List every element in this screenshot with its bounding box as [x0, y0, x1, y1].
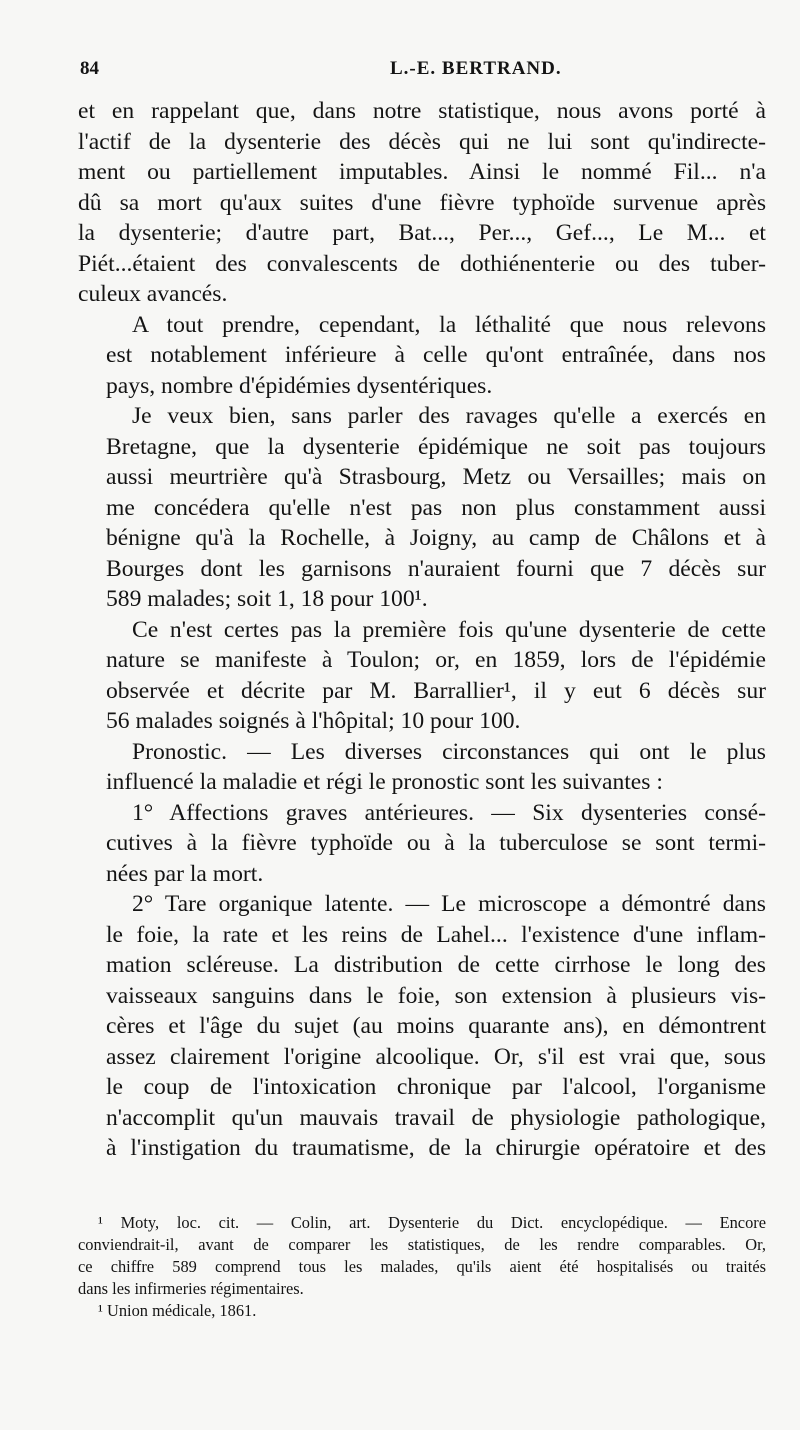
paragraph-pronostic — [78, 737, 766, 798]
page-number: 84 — [80, 58, 99, 79]
text-line: bénigne qu'à la Rochelle, à Joigny, au camp de Châlons et à — [106, 525, 766, 551]
text-line: Je veux bien, sans parler des ravages qu'elle a exercés en — [132, 403, 766, 429]
text-line: 589 malades; soit 1, 18 pour 100¹. — [106, 586, 428, 612]
text-line: nées par la mort. — [106, 860, 264, 887]
text-line: vaisseaux sanguins dans le foie, son extension à plusieurs vis- — [106, 982, 766, 1009]
running-head-author: L.-E. BERTRAND. — [390, 58, 562, 79]
footnote-line: conviendrait-il, avant de comparer les statistiques, de les rendre comparables. Or, — [78, 1235, 766, 1254]
text-line: A tout prendre, cependant, la léthalité que nous relevons — [132, 311, 766, 338]
text-line: cères et l'âge du sujet (au moins quarante ans), en démontrent — [106, 1013, 766, 1039]
text-line: assez clairement l'origine alcoolique. Or, s'il est vrai que, sous — [106, 1043, 766, 1070]
text-line: mation scléreuse. La distribution de cette cirrhose le long des — [106, 952, 766, 978]
text-line: influencé la maladie et régi le pronostic sont les suivantes : — [106, 769, 663, 795]
paragraph-1 — [78, 96, 766, 310]
body-text — [78, 96, 766, 1164]
footnote-line: dans les infirmeries régimentaires. — [78, 1279, 304, 1298]
text-line: Ce n'est certes pas la première fois qu'une dysenterie de cette — [132, 616, 766, 643]
text-line: à l'instigation du traumatisme, de la chirurgie opératoire et des — [106, 1135, 766, 1161]
paragraph-2 — [78, 310, 766, 402]
paragraph-4 — [78, 615, 766, 737]
text-line: Piét...étaient des convalescents de dothiénenterie ou des tuber- — [78, 250, 766, 277]
text-line: est notablement inférieure à celle qu'ont entraînée, dans nos — [106, 342, 766, 368]
footnote-line: ¹ Moty, loc. cit. — Colin, art. Dysenterie du Dict. encyclopédique. — Encore — [98, 1213, 766, 1232]
text-line: ment ou partiellement imputables. Ainsi le nommé Fil... n'a — [78, 159, 766, 185]
text-line: 2° Tare organique latente. — Le microscope a démontré dans — [132, 891, 766, 917]
text-line: Pronostic. — Les diverses circonstances qui ont le plus — [132, 738, 766, 765]
text-line: culeux avancés. — [78, 281, 228, 307]
footnote-line: ce chiffre 589 comprend tous les malades, qu'ils aient été hospitalisés ou traités — [78, 1257, 766, 1276]
footnote-2 — [78, 1300, 766, 1322]
paragraph-3 — [78, 401, 766, 615]
text-line: cutives à la fièvre typhoïde ou à la tuberculose se sont termi- — [106, 830, 766, 856]
text-line: dû sa mort qu'aux suites d'une fièvre typhoïde survenue après — [78, 189, 766, 216]
footnote-line: ¹ Union médicale, 1861. — [98, 1301, 257, 1320]
text-line: le coup de l'intoxication chronique par l'alcool, l'organisme — [106, 1074, 766, 1100]
text-line: l'actif de la dysenterie des décès qui ne lui sont qu'indirecte- — [78, 128, 766, 155]
text-line: Bretagne, que la dysenterie épidémique ne soit pas toujours — [106, 433, 766, 460]
text-line: n'accomplit qu'un mauvais travail de physiologie pathologique, — [106, 1104, 766, 1131]
running-header — [80, 58, 764, 88]
footnotes — [78, 1212, 766, 1322]
text-line: 56 malades soignés à l'hôpital; 10 pour 100. — [106, 708, 521, 734]
footnote-1 — [78, 1212, 766, 1300]
text-line: me concédera qu'elle n'est pas non plus constamment aussi — [106, 494, 766, 521]
text-line: Bourges dont les garnisons n'auraient fourni que 7 décès sur — [106, 555, 766, 582]
text-line: pays, nombre d'épidémies dysentériques. — [106, 372, 493, 399]
text-line: le foie, la rate et les reins de Lahel... l'existence d'une inflam- — [106, 921, 766, 948]
paragraph-tare — [78, 889, 766, 1164]
text-line: aussi meurtrière qu'à Strasbourg, Metz ou Versailles; mais on — [106, 464, 766, 490]
text-line: et en rappelant que, dans notre statistique, nous avons porté à — [78, 98, 766, 124]
paragraph-affections — [78, 798, 766, 890]
text-line: nature se manifeste à Toulon; or, en 1859, lors de l'épidémie — [106, 647, 766, 673]
text-line: 1° Affections graves antérieures. — Six dysenteries consé- — [132, 799, 766, 826]
text-line: la dysenterie; d'autre part, Bat..., Per..., Gef..., Le M... et — [78, 220, 766, 246]
text-line: observée et décrite par M. Barrallier¹, il y eut 6 décès sur — [106, 677, 766, 704]
